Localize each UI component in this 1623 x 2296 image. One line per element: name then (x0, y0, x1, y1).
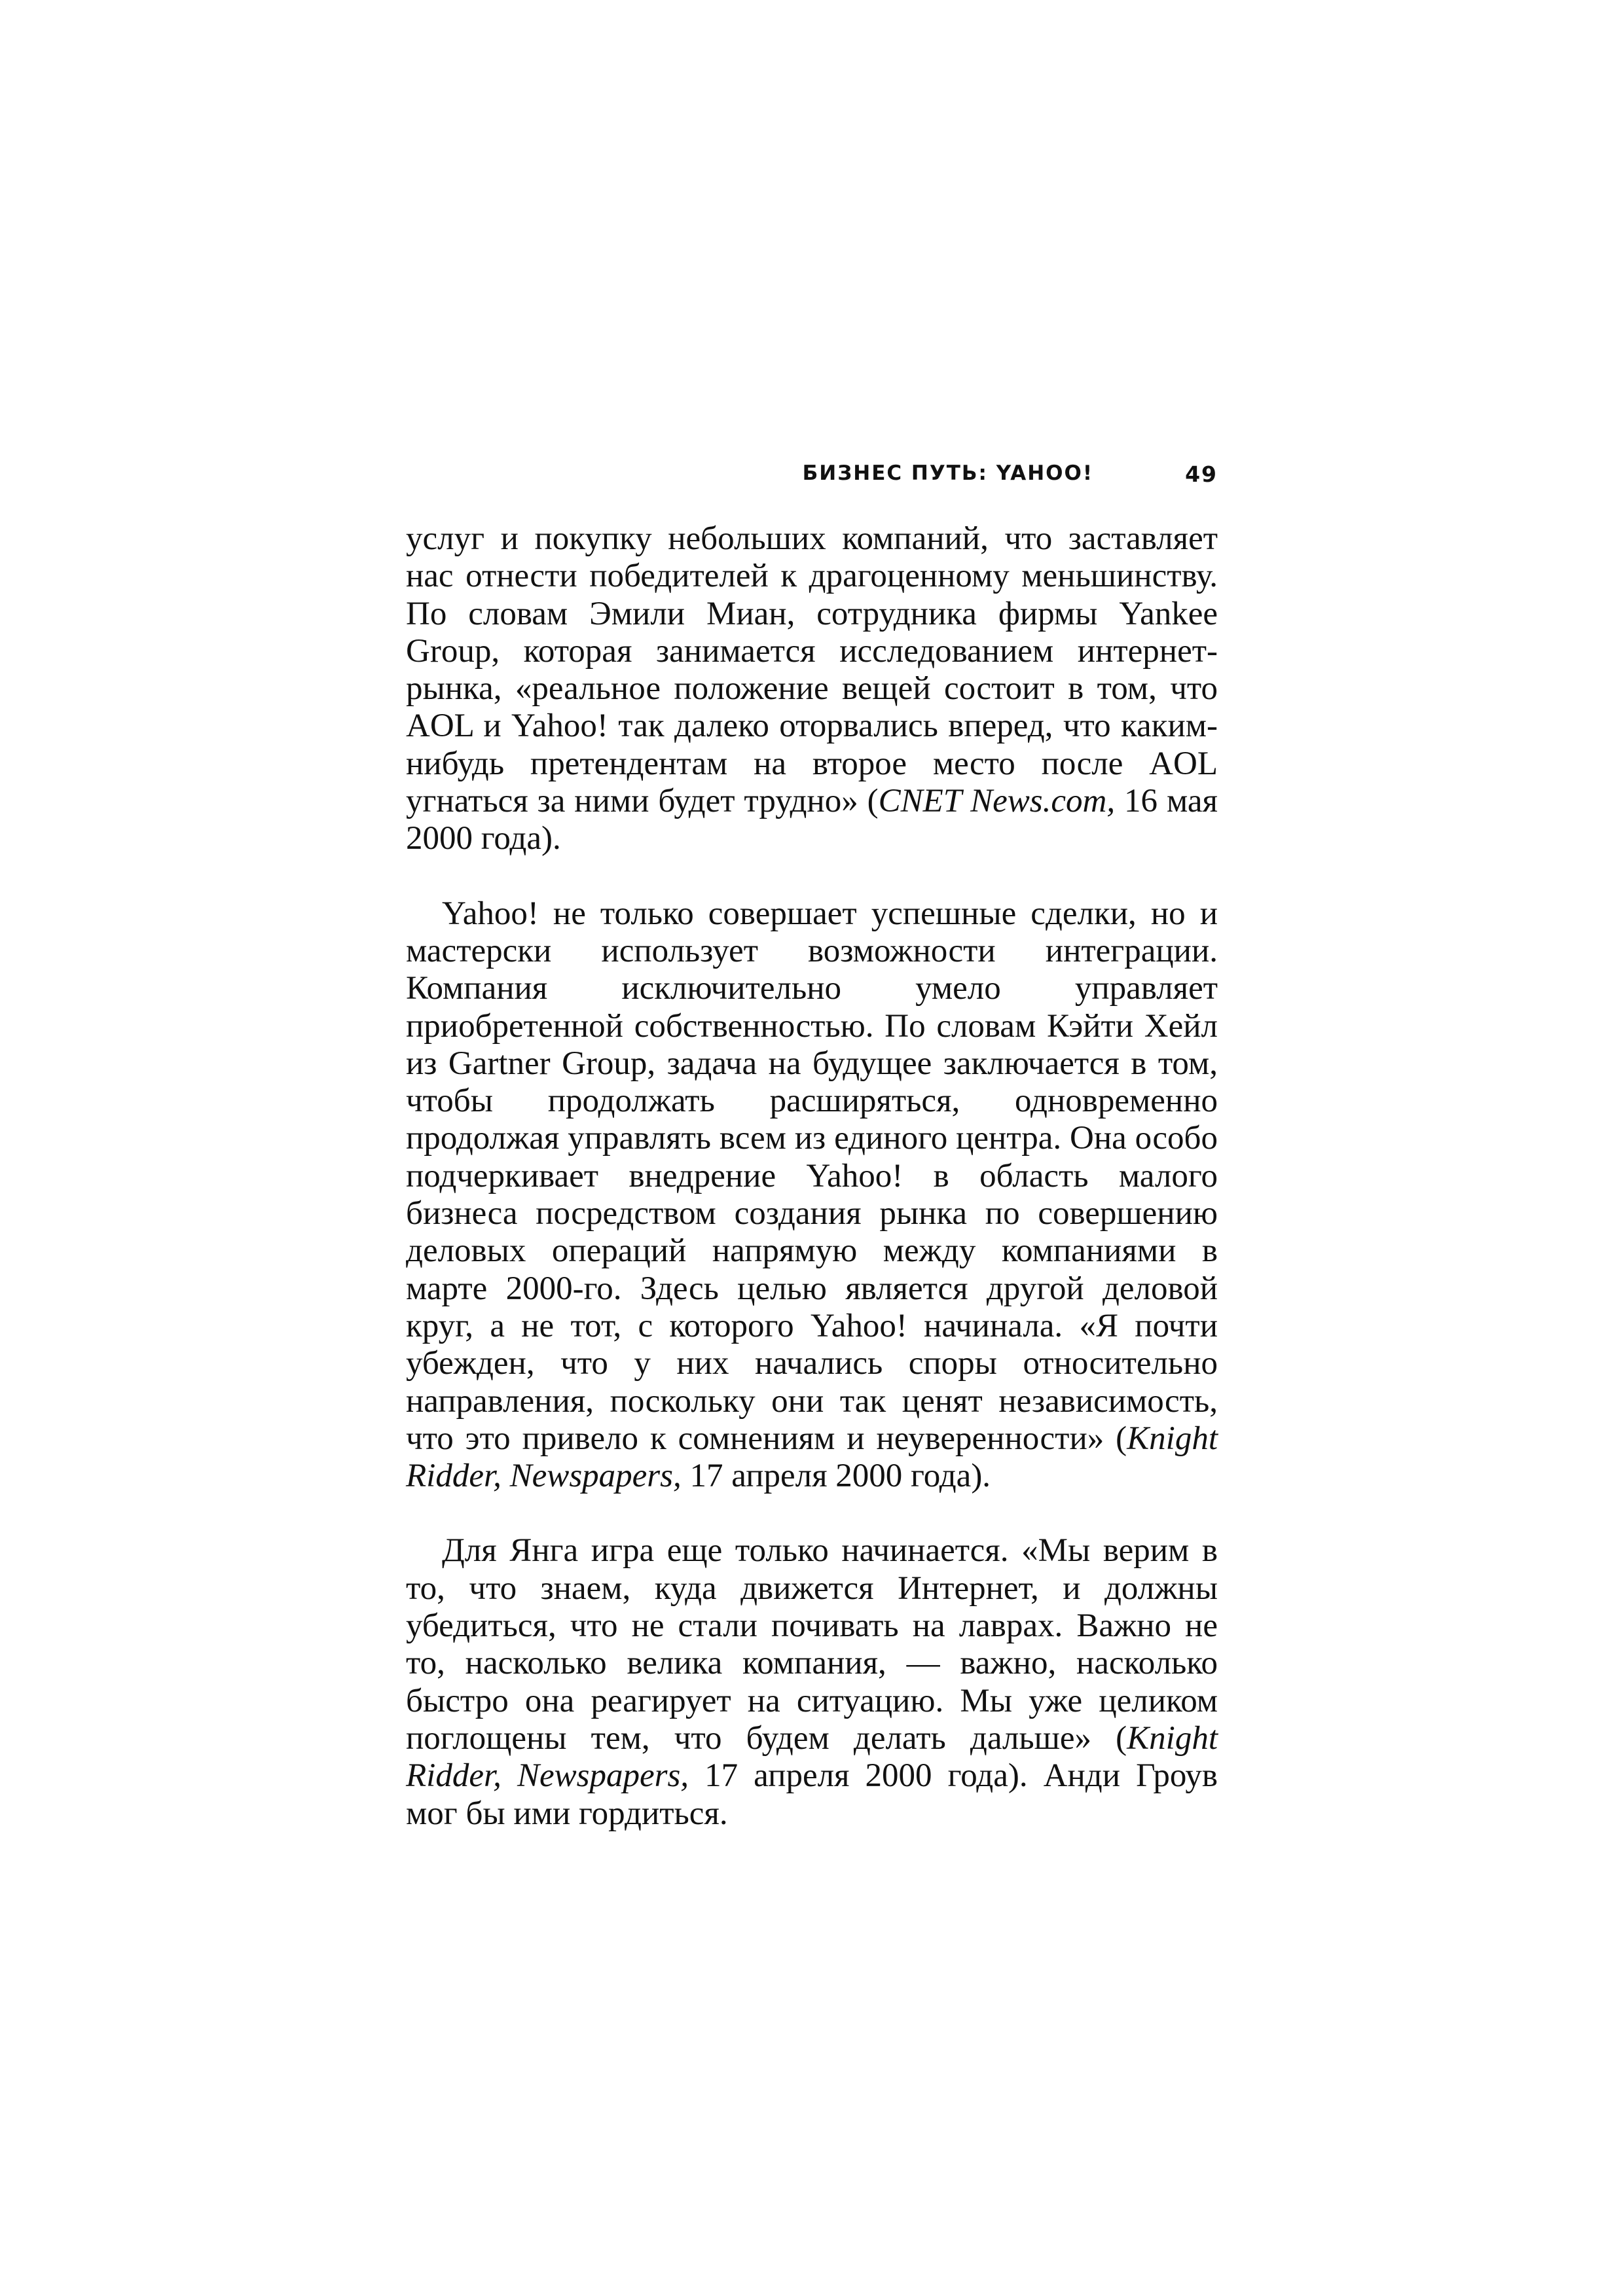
running-title: БИЗНЕС ПУТЬ: YAHOO! (802, 461, 1093, 485)
paragraph-3-text-end: 17 апреля 2000 года). Анди Гроув мог бы ими гордиться. (406, 1757, 1218, 1832)
paragraph-3-text: Для Янга игра еще только начинается. «Мы верим в то, что знаем, куда движется Интернет, и должны убедиться, что не стали почивать на лаврах. Важно не то, насколько велика компания, — важно, насколько быстро она реагирует на ситуацию. Мы уже целиком поглощены тем, что будем делать дальше» ( (406, 1532, 1218, 1757)
body-text (406, 520, 1218, 1833)
paragraph-1-text: услуг и покупку небольших компаний, что заставляет нас отнести победителей к драгоценному меньшинству. По словам Эмили Миан, сотрудника фирмы Yankee Group, которая занимается исследованием интернет-рынка, «реальное положение вещей состоит в том, что AOL и Yahoo! так далеко оторвались вперед, что каким-нибудь претендентам на второе место после AOL угнаться за ними будет трудно» ( (406, 520, 1218, 820)
paragraph-2-text: Yahoo! не только совершает успешные сделки, но и мастерски использует возможности интеграции. Компания исключительно умело управляет приобретенной собственностью. По словам Кэйти Хейл из Gartner Group, задача на будущее заключается в том, чтобы продолжать расширяться, одновременно продолжая управлять всем из единого центра. Она особо подчеркивает внедрение Yahoo! в область малого бизнеса посредством создания рынка по совершению деловых операций напрямую между компаниями в марте 2000-го. Здесь целью является другой деловой круг, а не тот, с которого Yahoo! начинала. «Я почти убежден, что у них начались споры относительно направления, поскольку они так ценят независимость, что это привело к сомнениям и неуверенности» ( (406, 895, 1218, 1457)
paragraph-1-text-end: 16 мая 2000 года). (406, 783, 1218, 857)
paragraph-gap (406, 1495, 1218, 1532)
paragraph-3-citation: Knight Ridder, Newspapers, (406, 1719, 1218, 1795)
paragraph-1-citation: CNET News.com, (878, 783, 1116, 820)
paragraph-1 (406, 520, 1218, 858)
running-head (406, 461, 1218, 494)
paragraph-2 (406, 895, 1218, 1496)
paragraph-gap (406, 858, 1218, 895)
paragraph-2-text-end: 17 апреля 2000 года). (681, 1458, 991, 1495)
paragraph-3 (406, 1532, 1218, 1832)
paragraph-2-citation: Knight Ridder, Newspapers, (406, 1420, 1218, 1495)
page-number: 49 (1185, 461, 1218, 487)
